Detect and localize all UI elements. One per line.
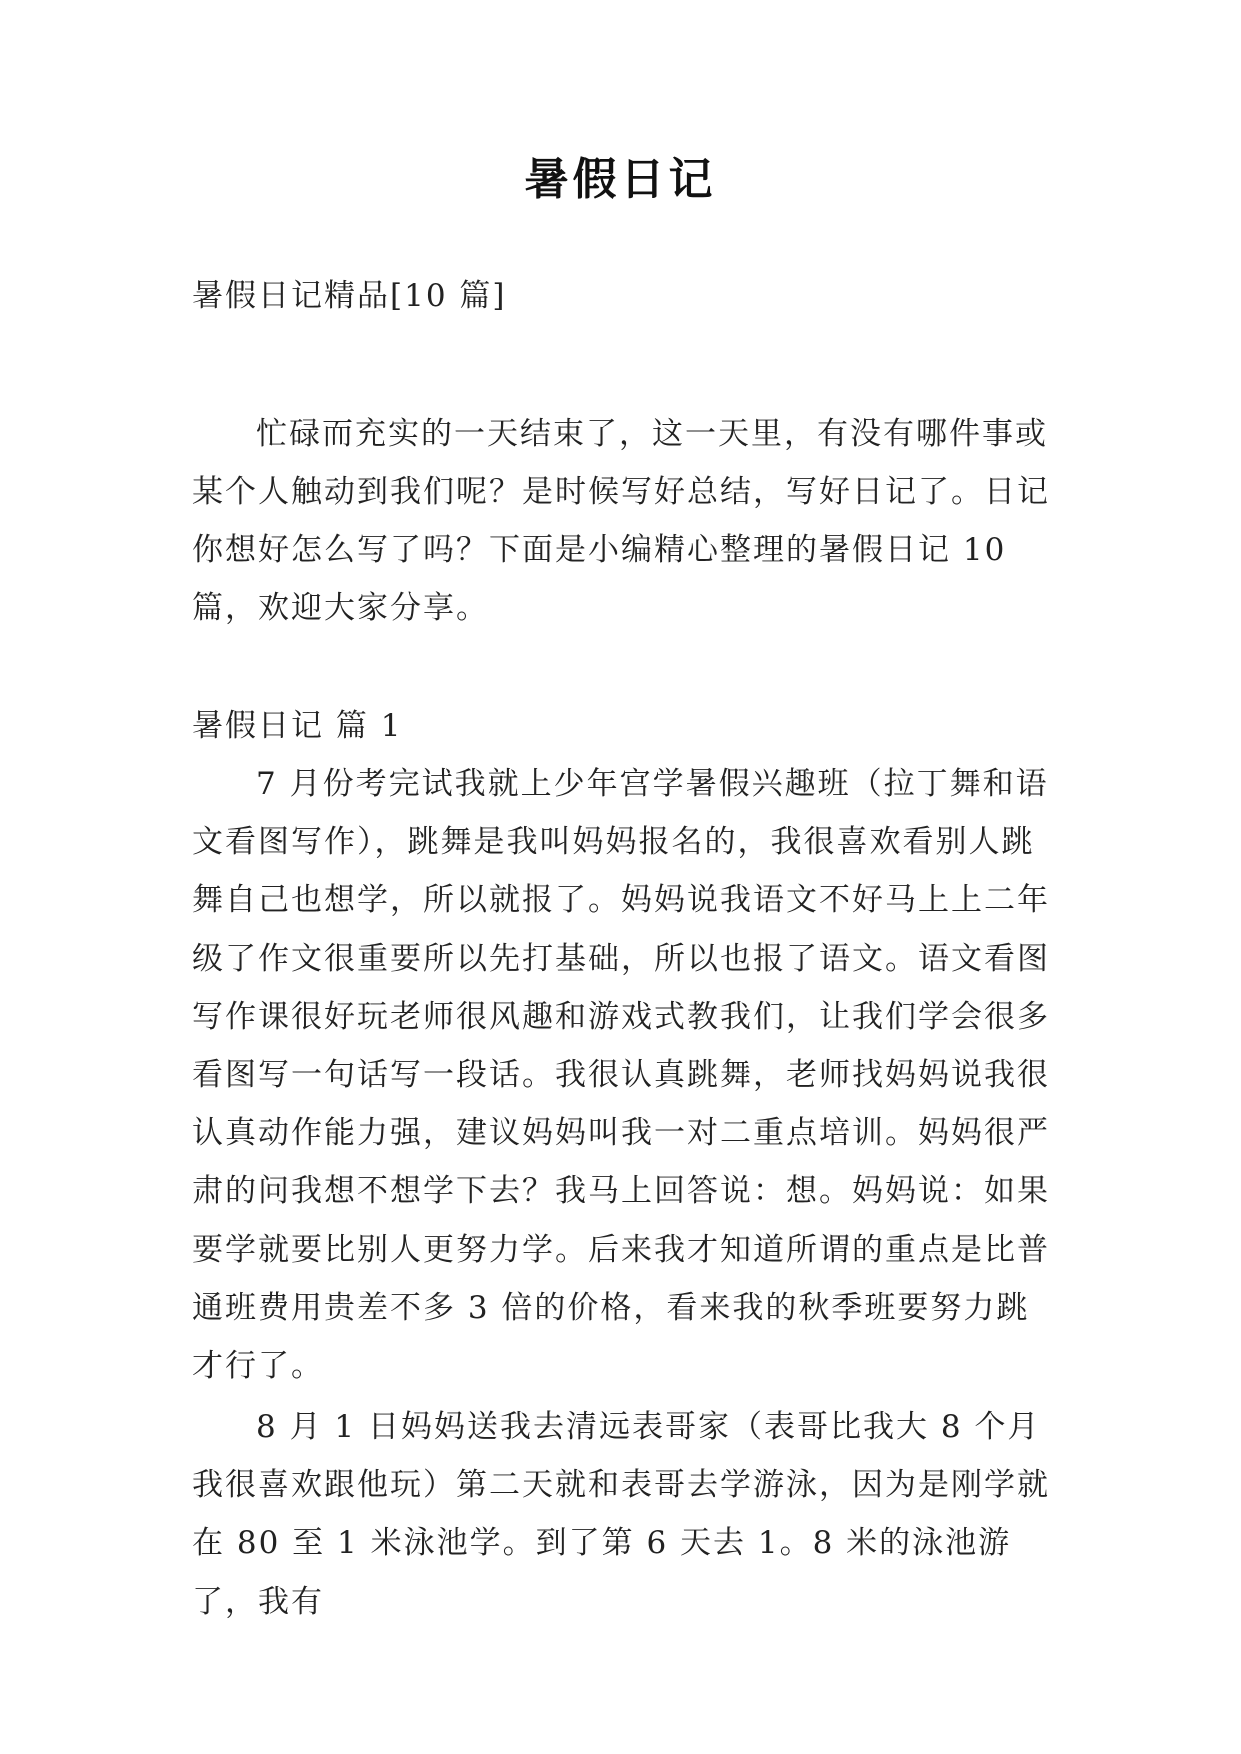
intro-paragraph: 忙碌而充实的一天结束了，这一天里，有没有哪件事或某个人触动到我们呢？是时候写好总结，写好日记了。日记你想好怎么写了吗？下面是小编精心整理的暑假日记 10 篇，欢迎大家分享。 [192, 416, 1050, 626]
section-heading: 暑假日记 篇 1 [192, 708, 403, 744]
document-title: 暑假日记 [524, 154, 717, 205]
document-subtitle: 暑假日记精品[10 篇] [192, 278, 507, 314]
body-paragraph: 7 月份考完试我就上少年宫学暑假兴趣班（拉丁舞和语文看图写作），跳舞是我叫妈妈报名的，我很喜欢看别人跳舞自己也想学，所以就报了。妈妈说我语文不好马上上二年级了作文很重要所以先打基础，所以也报了语文。语文看图写作课很好玩老师很风趣和游戏式教我们，让我们学会很多看图写一句话写一段话。我很认真跳舞，老师找妈妈说我很认真动作能力强，建议妈妈叫我一对二重点培训。妈妈很严肃的问我想不想学下去？我马上回答说：想。妈妈说：如果要学就要比别人更努力学。后来我才知道所谓的重点是比普通班费用贵差不多 3 倍的价格，看来我的秋季班要努力跳才行了。 [192, 766, 1050, 1385]
body-paragraph: 8 月 1 日妈妈送我去清远表哥家（表哥比我大 8 个月我很喜欢跟他玩）第二天就和表哥去学游泳，因为是刚学就在 80 至 1 米泳池学。到了第 6 天去 1。8 米的泳池游了，我有 [192, 1409, 1050, 1620]
